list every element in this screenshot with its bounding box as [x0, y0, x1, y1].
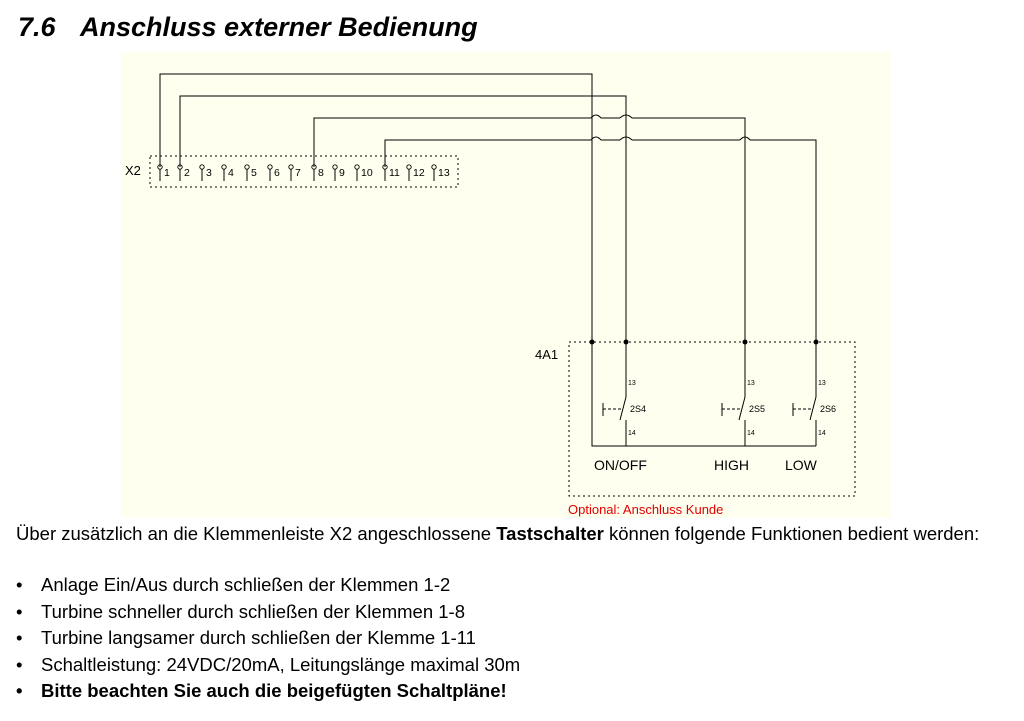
- switch-2s6-label: 2S6: [820, 404, 837, 414]
- intro-paragraph: [16, 522, 1006, 546]
- terminal-number: 12: [413, 167, 425, 179]
- switch-2s4-terminal-bottom: 14: [628, 430, 636, 437]
- diagram-background: [121, 52, 891, 518]
- terminal-number: 10: [361, 167, 373, 179]
- list-item: • Schaltleistung: 24VDC/20mA, Leitungslänge maximal 30m: [16, 652, 520, 679]
- switch-2s6-terminal-top: 13: [818, 380, 826, 387]
- list-item-note: • Bitte beachten Sie auch die beigefügten Schaltpläne!: [16, 678, 520, 705]
- optional-note: Optional: Anschluss Kunde: [568, 502, 724, 517]
- terminal-number: 11: [389, 167, 400, 179]
- function-label-on-off: ON/OFF: [594, 457, 647, 473]
- switch-2s5-terminal-bottom: 14: [747, 430, 755, 437]
- switch-2s4-terminal-top: 13: [628, 380, 636, 387]
- function-list: [16, 572, 520, 705]
- terminal-number: 7: [295, 167, 301, 179]
- function-label-low: LOW: [785, 457, 817, 473]
- section-title: Anschluss externer Bedienung: [80, 12, 478, 42]
- switch-2s5-terminal-top: 13: [747, 380, 755, 387]
- module-label: 4A1: [535, 347, 559, 362]
- terminal-number: 2: [184, 167, 190, 179]
- terminal-number: 1: [164, 167, 170, 179]
- switch-2s4-label: 2S4: [630, 404, 647, 414]
- terminal-number: 5: [251, 167, 257, 179]
- terminal-number: 4: [228, 167, 234, 179]
- list-item: • Turbine langsamer durch schließen der Klemme 1-11: [16, 625, 520, 652]
- list-item: • Turbine schneller durch schließen der Klemmen 1-8: [16, 599, 520, 626]
- list-item: • Anlage Ein/Aus durch schließen der Klemmen 1-2: [16, 572, 520, 599]
- terminal-number: 6: [274, 167, 280, 179]
- terminal-strip-label: X2: [125, 163, 141, 178]
- terminal-number: 13: [438, 167, 450, 179]
- terminal-number: 3: [206, 167, 212, 179]
- switch-2s5-label: 2S5: [749, 404, 766, 414]
- switch-2s6-terminal-bottom: 14: [818, 430, 826, 437]
- function-label-high: HIGH: [714, 457, 749, 473]
- terminal-number: 9: [339, 167, 345, 179]
- intro-text-end: können folgende Funktionen bedient werden:: [603, 523, 980, 544]
- intro-text: Über zusätzlich an die Klemmenleiste X2 angeschlossene: [16, 523, 497, 544]
- intro-bold-term: Tastschalter: [496, 523, 604, 544]
- section-number: 7.6: [18, 12, 56, 42]
- terminal-number: 8: [318, 167, 324, 179]
